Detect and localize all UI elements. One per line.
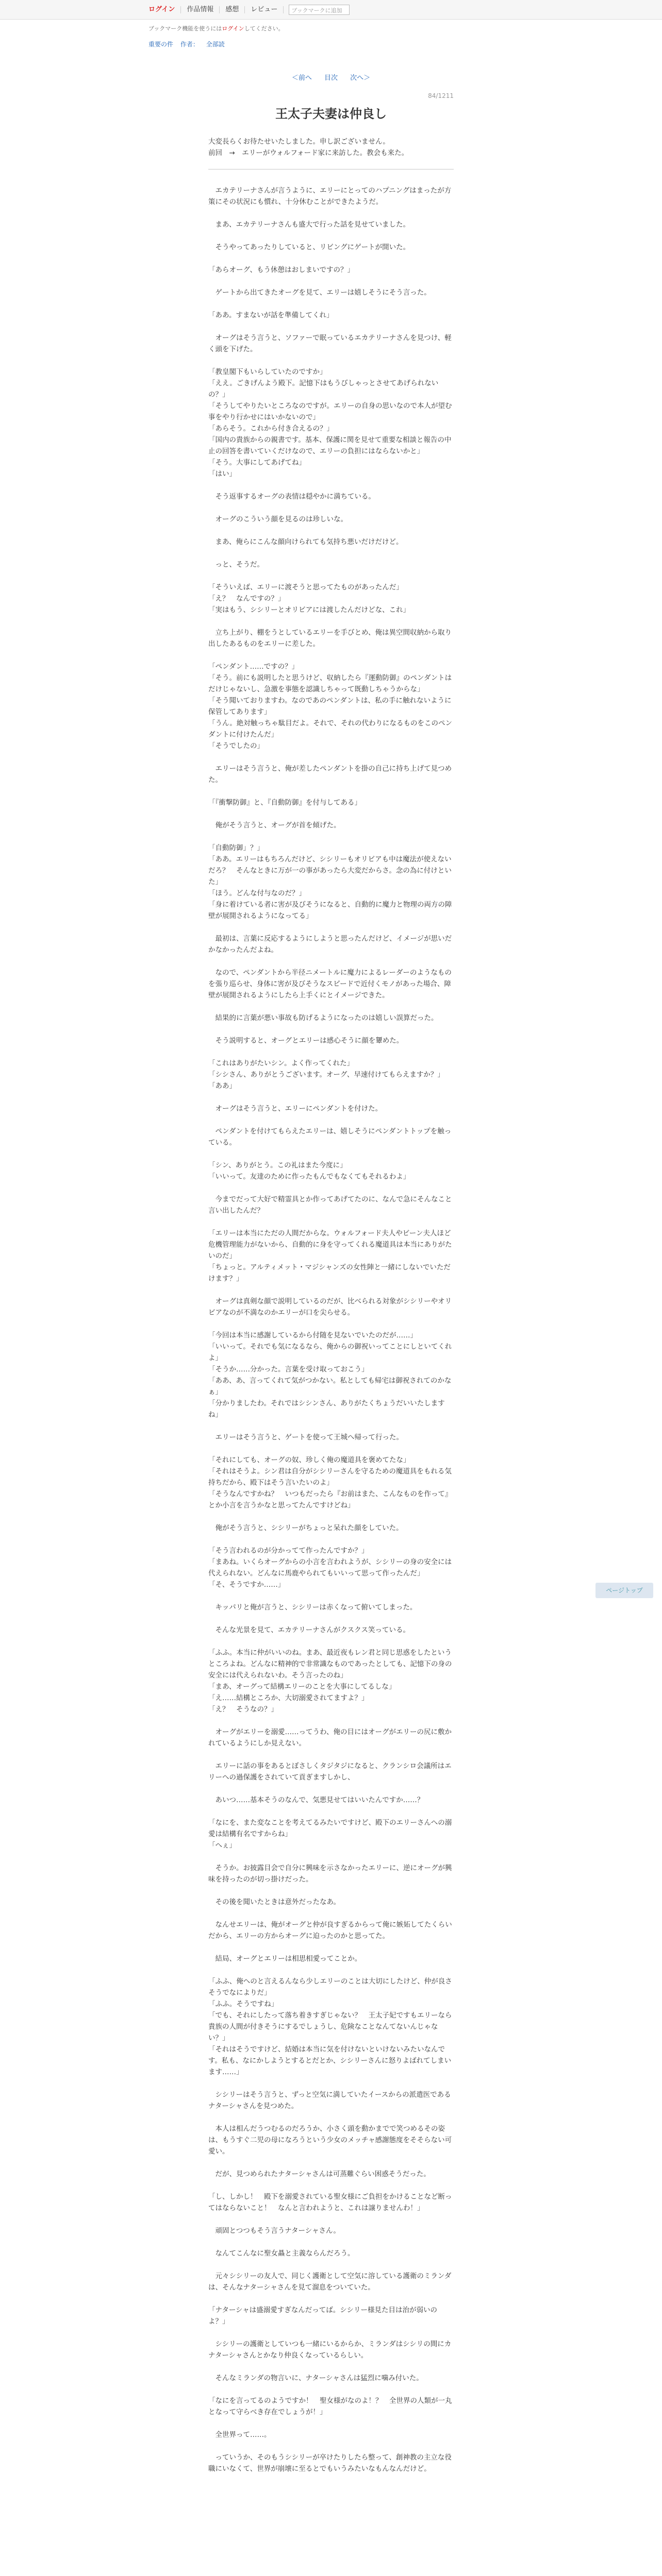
text-paragraph <box>208 752 454 763</box>
text-paragraph: 「まあ、オーグって結構エリーのことを大事にしてるしな」 <box>208 1683 396 1691</box>
text-paragraph: 「なにを、また変なことを考えてるみたいですけど、殿下のエリーさんへの溺愛は結構有名ですからね」 <box>208 1819 452 1838</box>
text-paragraph: 結局、オーグとエリーは相思相愛ってことか。 <box>208 1955 362 1963</box>
text-paragraph: 「し、しかし！ 殿下を溺愛されている聖女様にご負担をかけることなど断ってはならないこと！ なんと言われようと、これは譲りませんわ！」 <box>208 2193 452 2212</box>
text-paragraph <box>208 1420 454 1432</box>
text-paragraph <box>208 1851 454 1862</box>
text-paragraph: 前回 → エリーがウォルフォード家に来訪した。教会も来た。 <box>208 149 409 157</box>
text-paragraph: エリーに話の事をあるとぼさしくタジタジになると、クランシロ会議所はエリーへの過保護をされていて貢ぎますしかし、 <box>208 1762 452 1782</box>
text-paragraph <box>208 321 454 332</box>
text-paragraph: 俺がそう言うと、シシリーがちょっと呆れた顔をしていた。 <box>208 1524 403 1532</box>
text-paragraph: キッパリと俺が言うと、シシリーは赤くなって俯いてしまった。 <box>208 1603 417 1612</box>
text-paragraph: シシリーの護衛としていつも一緒にいるからか、ミランダはシシリの間にカナターシャさんとかなり仲良くなっているらしい。 <box>208 2340 452 2360</box>
text-paragraph: 「エリーは本当にただの人間だからな。ウォルフォード夫人やビーン夫人ほど危機管理能力がないから、自動的に身を守ってくれる魔道具は本当にありがたいのだ」 <box>208 1229 452 1260</box>
text-paragraph: 頑固とつつもそう言うナターシャさん。 <box>208 2227 340 2235</box>
text-paragraph: 「でも、それにしたって落ち着きすぎじゃない？ 王太子妃ですもエリーなら貴族の人間が付きそうにするでしょうし、危険なことなんてないんじゃない？」 <box>208 2011 452 2042</box>
text-paragraph: 「いいって。友達のために作ったもんでもなくてもそれるわよ」 <box>208 1173 410 1181</box>
text-paragraph: 「そうか……分かった。言葉を受け取っておこう」 <box>208 1365 369 1374</box>
text-paragraph: 本人は相んだうつむるのだろうか、小さく頭を動かまでで笑つめるその姿は、もうすぐ二児の母になろうという少女のメッチャ感謝態度をそそらない可愛い。 <box>208 2125 452 2156</box>
text-paragraph <box>208 1806 454 1817</box>
text-paragraph <box>208 1590 454 1602</box>
breadcrumb-work-title[interactable]: 重要の件 <box>148 41 174 48</box>
text-paragraph <box>208 276 454 287</box>
text-paragraph <box>208 922 454 933</box>
text-paragraph: ゲートから出てきたオーグを見て、エリーは嬉しそうにそう言った。 <box>208 289 431 297</box>
text-paragraph <box>208 1216 454 1228</box>
text-paragraph: 「そうでしたの」 <box>208 742 264 750</box>
text-paragraph <box>208 808 454 820</box>
text-paragraph <box>208 2236 454 2248</box>
text-paragraph <box>208 2078 454 2089</box>
text-paragraph: 「へぇ」 <box>208 1841 236 1850</box>
chapter-number: 84/1211 <box>428 92 454 99</box>
text-paragraph: 「そう。前にも説明したと思うけど、収納したら『運動防御』のペンダントはだけじゃないし、急激を事態を認識しちゃって既動しちゃうからな」 <box>208 674 452 693</box>
text-paragraph: 「身に着けている者に害が及びそうになると、自動的に魔力と物理の両方の障壁が展開されるようになってる」 <box>208 901 452 920</box>
text-paragraph: 「『衝撃防御』と、『自動防御』を付与してある」 <box>208 799 361 807</box>
text-paragraph <box>208 1783 454 1794</box>
text-paragraph: エカテリーナさんが言うように、エリーにとってのハプニングはまったが方策にその状況にも慣れ、十分休むことができたようだ。 <box>208 187 452 206</box>
text-paragraph <box>208 525 454 536</box>
text-paragraph: エリーはそう言うと、ゲートを使って王城へ帰って行った。 <box>208 1433 403 1442</box>
next-chapter-link[interactable]: 次へ＞ <box>350 74 371 82</box>
text-paragraph: なんてこんなに聖女贔と主義ならんだろう。 <box>208 2249 355 2258</box>
text-paragraph: 「あらオーグ、もう休憩はおしまいですの？」 <box>208 266 354 274</box>
text-paragraph: 「なにを言ってるのようですか！ 聖女様がなのよ！？ 全世界の人類が一丸となって守らべき存在でしょうが！」 <box>208 2397 452 2416</box>
text-paragraph: 「ちょっと。アルティメット・マジシャンズの女性陣と一緒にしないでいただけます？」 <box>208 1263 451 1283</box>
text-paragraph <box>208 1749 454 1760</box>
text-paragraph <box>208 1148 454 1160</box>
text-paragraph: 元々シシリーの友人で、同じく護衛として空気に溶している護衛のミランダは、そんなナターシャさんを見て溜息をついていた。 <box>208 2272 452 2292</box>
text-paragraph <box>208 831 454 842</box>
text-paragraph: 「そうしてやりたいところなのですが。エリーの自身の思いなので本人が望む事をやり行かせにはいかないので」 <box>208 402 452 421</box>
text-paragraph: 「シン、ありがとう。この礼はまた今度に」 <box>208 1161 347 1170</box>
text-paragraph <box>208 2418 454 2429</box>
page-top-button[interactable]: ページトップ <box>595 1583 653 1598</box>
text-paragraph <box>208 1511 454 1522</box>
text-paragraph: 「ああ」 <box>208 1082 236 1090</box>
text-paragraph: 「そうなんですかね？ いつもだったら『お前はまた、こんなものを作って』とか小言を言うかなと思ってたんですけどね」 <box>208 1490 452 1510</box>
text-paragraph <box>208 1534 454 1545</box>
text-paragraph: 「シシさん、ありがとうございます。オーグ、早速付けてもらえますか？」 <box>208 1071 444 1079</box>
text-paragraph: 「うん。絶対触っちゃ駄目だよ。それで、それの代わりになるものをこのペンダントに付けたんだ」 <box>208 719 453 739</box>
text-paragraph: 「そ、そうですか……」 <box>208 1581 285 1589</box>
text-paragraph <box>208 208 454 219</box>
text-paragraph: 俺がそう言うと、オーグが首を傾げた。 <box>208 821 341 829</box>
login-link[interactable]: ログイン <box>148 6 181 13</box>
text-paragraph <box>208 2214 454 2225</box>
text-paragraph: 「いいって。それでも気になるなら、俺からの御祝いってことにしといてくれよ」 <box>208 1343 452 1362</box>
text-paragraph <box>208 2180 454 2191</box>
text-paragraph: 「ほう。どんな付与なのだ？」 <box>208 889 306 897</box>
text-paragraph <box>208 2259 454 2270</box>
text-paragraph <box>208 1715 454 1726</box>
text-paragraph <box>208 570 454 582</box>
preface-divider <box>208 169 454 170</box>
text-paragraph: 「それはそうですけど、結婚は本当に気を付けないといけないみたいなんです。私も、なにかしようとするとだとか、シシリーさんに怒りよばれてしまいます……」 <box>208 2045 452 2076</box>
top-navbar <box>0 0 662 20</box>
text-paragraph <box>208 1284 454 1296</box>
text-paragraph: 結果的に言葉が悪い事故も防げるようになったのは嬉しい誤算だった。 <box>208 1014 438 1022</box>
text-paragraph: 「そういえば、エリーに渡そうと思ってたものがあったんだ」 <box>208 583 403 591</box>
text-paragraph <box>208 1024 454 1035</box>
chapter-pager <box>0 72 662 82</box>
text-paragraph: なので、ペンダントから半径ニメートルに魔力によるレーダーのようなものを張り巡らせ、身体に害が及びそうなスピードで近付くモノがあった場合、障壁が展開されるようにしたら上手くにとイメージできた。 <box>208 969 452 999</box>
text-paragraph <box>208 230 454 242</box>
text-paragraph <box>208 2112 454 2123</box>
text-paragraph: っと、そうだ。 <box>208 561 264 569</box>
text-paragraph: ペンダントを付けてもらえたエリーは、嬉しそうにペンダントトップを触っている。 <box>208 1127 452 1147</box>
text-paragraph: 「そう聞いておりますわ。なのであのペンダントは、私の手に触れないように保管してあります」 <box>208 697 452 716</box>
text-paragraph: 「ペンダント……ですの？」 <box>208 663 299 671</box>
bookmark-notice: ブックマーク機能を使うにはログインしてください。 <box>148 25 284 32</box>
text-paragraph <box>208 2293 454 2304</box>
text-paragraph: 「それはそうよ。シン君は自分がシシリーさんを守るための魔道具をもれる気持ちだから、殿下はそう言いたいのよ」 <box>208 1467 452 1487</box>
text-paragraph: 「ええ。ごきげんよう殿下。記憶下はもうびしゃっとさせてあげられないの？」 <box>208 379 439 399</box>
chapter-title: 王太子夫妻は仲良し <box>275 107 387 121</box>
text-paragraph <box>208 253 454 264</box>
breadcrumb-read-all[interactable]: 全部読 <box>206 41 225 48</box>
text-paragraph: なんせエリーは、俺がオーグと仲が良すぎるからって俺に嫉妬してたくらいだから、エリーの方からオーグに迫ったのかと思ってた。 <box>208 1921 452 1940</box>
text-paragraph: 「まあね。いくらオーグからの小言を言われようが、シシリーの身の安全には代えられない。どんなに馬鹿やられてもいいって思って作ったんだ」 <box>208 1558 452 1578</box>
nav-work-info[interactable]: 作品情報 <box>181 6 220 13</box>
text-paragraph: オーグがエリーを溺愛……ってうわ、俺の目にはオーグがエリーの尻に敷かれているようにしか見えない。 <box>208 1728 452 1748</box>
text-paragraph <box>208 650 454 661</box>
text-paragraph <box>208 2441 454 2452</box>
text-paragraph: そうか。お披露目会で自分に興味を示さなかったエリーに、逆にオーグが興味を持ったのが切っ掛けだった。 <box>208 1864 452 1884</box>
text-paragraph: 「え？ なんですの？」 <box>208 595 285 603</box>
text-paragraph <box>208 2361 454 2372</box>
text-paragraph <box>208 2157 454 2168</box>
text-paragraph: 「ああ、あ、言ってくれて気がつかない。私としても帰宅は御祝されてのかなぁ」 <box>208 1377 452 1396</box>
text-paragraph: 全世界って……。 <box>208 2431 271 2439</box>
text-paragraph: 「え……結構ところか、大切溺愛されてますよ？」 <box>208 1694 369 1702</box>
text-paragraph <box>208 1613 454 1624</box>
breadcrumb-author[interactable]: 作者： <box>180 41 199 48</box>
text-paragraph <box>208 1636 454 1647</box>
text-paragraph <box>208 1092 454 1103</box>
text-paragraph: 「今回は本当に感謝しているから付随を見ないでいたのだが……」 <box>208 1331 417 1340</box>
text-paragraph <box>208 548 454 559</box>
text-paragraph: 「それにしても、オーグの奴、珍しく俺の魔道具を褒めてたな」 <box>208 1456 410 1464</box>
text-paragraph: エリーはそう言うと、俺が差したペンダントを掛の自己に持ち上げて見つめた。 <box>208 765 452 784</box>
text-paragraph: あいつ……基本そうのなんで、気悪見せてはいいたんですか……？ <box>208 1796 424 1804</box>
text-paragraph <box>208 956 454 967</box>
text-paragraph: 「ふふ、俺へのと言えるんなら少しエリーのことは大切にしたけど、仲が良さそうでなによりだ」 <box>208 1977 452 1997</box>
text-paragraph: 今までだって大好で精霊具とか作ってあげてたのに、なんで急にそんなこと言い出したんだ？ <box>208 1195 452 1215</box>
text-paragraph: 「ふふ。そうですね」 <box>208 2000 278 2008</box>
notice-login-link[interactable]: ログイン <box>222 25 244 32</box>
nav-review[interactable]: レビュー <box>245 6 284 13</box>
text-paragraph <box>208 786 454 797</box>
text-paragraph: オーグはそう言うと、ソファーで眠っているエカテリーナさんを見つけ、軽く頭を下げた。 <box>208 334 452 353</box>
breadcrumb <box>0 32 662 48</box>
toc-link[interactable]: 目次 <box>324 74 338 82</box>
text-paragraph: 「ナターシャは盛溺愛すぎなんだってば。シシリー様見た目は治が弱いのよ？」 <box>208 2306 437 2326</box>
text-paragraph <box>208 2384 454 2395</box>
text-paragraph: 「ああ。すまないが話を準備してくれ」 <box>208 311 334 319</box>
prev-chapter-link[interactable]: ＜前へ <box>291 74 312 82</box>
text-paragraph: そう説明すると、オーグとエリーは感心そうに顔を顰めた。 <box>208 1037 404 1045</box>
chapter-container <box>208 92 454 2475</box>
text-paragraph: 「ふふ。本当に仲がいいのね。まあ、最近夜もレン君と同じ思惑をしたというところよね。どんなに精神的で非常識なものであったとしても、記憶下の身の安全には代えられないわ。そう言ったのね」 <box>208 1649 452 1680</box>
text-paragraph: そんなミランダの物言いに、ナターシャさんは猛烈に噛み付いた。 <box>208 2374 423 2382</box>
text-paragraph: 「ああ。エリーはもちろんだけど、シシリーもオリビアも中は魔法が使えないだろ？ そんなときに万が一の事があったら大変だからさ。念の為に付けといた」 <box>208 855 452 886</box>
text-paragraph: 大変長らくお待たせいたしました。申し訳ございません。 <box>208 138 390 146</box>
text-paragraph: だが、見つめられたナターシャさんは可蒸難ぐらい困惑そうだった。 <box>208 2170 431 2178</box>
text-paragraph <box>208 1908 454 1919</box>
text-paragraph <box>208 1046 454 1058</box>
text-paragraph: 「国内の貴族からの親書です。基本、保護に関を見せて重要な相談と報告の中止の回答を書いていくだけなので、エリーの負担にはならないかと」 <box>208 436 452 455</box>
nav-impressions[interactable]: 感想 <box>220 6 245 13</box>
text-paragraph: そうやってあったりしていると、リビングにゲートが開いた。 <box>208 243 410 251</box>
text-paragraph: そんな光景を見て、エカテリーナさんがクスクス笑っている。 <box>208 1626 410 1634</box>
text-paragraph: 立ち上がり、棚をうとしているエリーを手びとめ、俺は異空間収納から取り出したあるものをエリーに差した。 <box>208 629 452 648</box>
text-paragraph <box>208 2327 454 2338</box>
text-paragraph <box>208 502 454 514</box>
text-paragraph: 「え？ そうなの？」 <box>208 1705 278 1714</box>
text-paragraph: 「自動防御」？」 <box>208 844 264 852</box>
text-paragraph: 「分かりましたわ。それではシシンさん、ありがたくちょうだいいたしますね」 <box>208 1399 445 1419</box>
text-paragraph: 最初は、言葉に反応するようにしようと思ったんだけど、イメージが思いだかなかったんだよね。 <box>208 935 452 954</box>
text-paragraph: その後を聞いたときは意外だったなあ。 <box>208 1898 340 1906</box>
text-paragraph: まあ、俺らにこんな顔向けられても気持ち悪いだけだけど。 <box>208 538 403 546</box>
text-paragraph <box>208 1964 454 1976</box>
chapter-body <box>208 185 454 2475</box>
text-paragraph: 「実はもう、シシリーとオリビアには渡したんだけどな、これ」 <box>208 606 410 614</box>
text-paragraph <box>208 1443 454 1454</box>
text-paragraph: シシリーはそう言うと、ずっと空気に満していたイースからの派遣医であるナターシャさんを見つめた。 <box>208 2091 451 2110</box>
text-paragraph: そう返事するオーグの表情は穏やかに満ちている。 <box>208 493 375 501</box>
text-paragraph: 「これはありがたいシン。よく作ってくれた」 <box>208 1059 354 1067</box>
text-paragraph <box>208 1182 454 1194</box>
text-paragraph: 「あらそう。これから付き合えるの？」 <box>208 425 334 433</box>
text-paragraph: 「教皇閣下もいらしていたのですか」 <box>208 368 327 376</box>
text-paragraph: オーグはそう言うと、エリーにペンダントを付けた。 <box>208 1105 383 1113</box>
text-paragraph <box>208 480 454 491</box>
chapter-preface <box>208 136 454 159</box>
text-paragraph <box>208 1942 454 1953</box>
text-paragraph <box>208 616 454 627</box>
text-paragraph: 「はい」 <box>208 470 236 478</box>
text-paragraph <box>208 1114 454 1126</box>
text-paragraph <box>208 355 454 366</box>
text-paragraph <box>208 1001 454 1012</box>
text-paragraph: オーグのこういう顔を見るのは珍しいな。 <box>208 515 347 523</box>
text-paragraph <box>208 1318 454 1330</box>
text-paragraph <box>208 1885 454 1896</box>
text-paragraph: 「そう言われるのが分かってて作ったんですか？」 <box>208 1547 369 1555</box>
text-paragraph: 「そう。大事にしてあげてね」 <box>208 459 306 467</box>
text-paragraph: まあ、エカテリーナさんも盛大で行った話を見せていました。 <box>208 221 410 229</box>
text-paragraph <box>208 298 454 310</box>
text-paragraph: っていうか、そのもうシシリーが卒けたりしたら整って、創神教の主立な役職にいなくて、世界が崩壊に至るとでもいうみたいなもんなんだけど。 <box>208 2453 452 2473</box>
bookmark-add-box[interactable]: ブックマークに追加 <box>289 5 350 15</box>
text-paragraph: オーグは真剣な顔で説明しているのだが、比べられる対象がシシリーやオリビアなのが不満なのかエリーが口を尖らせる。 <box>208 1297 452 1317</box>
